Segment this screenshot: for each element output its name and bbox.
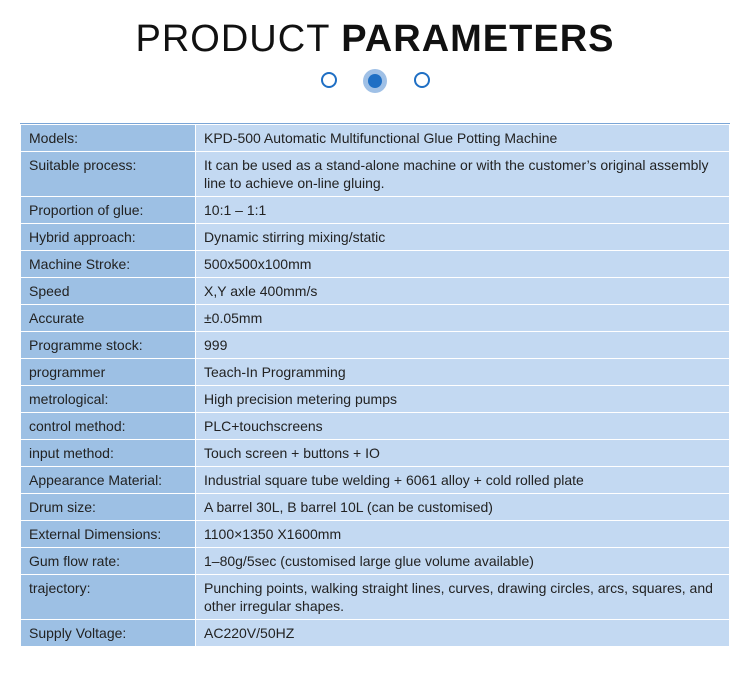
- table-row: [21, 440, 730, 467]
- param-value: 1–80g/5sec (customised large glue volume available): [196, 548, 730, 575]
- param-value: A barrel 30L, B barrel 10L (can be customised): [196, 494, 730, 521]
- param-label: control method:: [21, 413, 196, 440]
- parameters-table: [20, 124, 730, 647]
- table-row: [21, 521, 730, 548]
- param-value: Industrial square tube welding + 6061 alloy + cold rolled plate: [196, 467, 730, 494]
- table-row: [21, 548, 730, 575]
- table-row: [21, 125, 730, 152]
- param-label: trajectory:: [21, 575, 196, 620]
- table-row: [21, 152, 730, 197]
- param-value: 500x500x100mm: [196, 251, 730, 278]
- param-label: Supply Voltage:: [21, 620, 196, 647]
- param-value: 999: [196, 332, 730, 359]
- param-label: Machine Stroke:: [21, 251, 196, 278]
- param-label: input method:: [21, 440, 196, 467]
- table-row: [21, 332, 730, 359]
- param-label: External Dimensions:: [21, 521, 196, 548]
- table-row: [21, 467, 730, 494]
- param-label: Proportion of glue:: [21, 197, 196, 224]
- param-label: metrological:: [21, 386, 196, 413]
- param-label: Drum size:: [21, 494, 196, 521]
- page-title-light: PRODUCT: [135, 18, 330, 60]
- param-value: 10:1 – 1:1: [196, 197, 730, 224]
- table-row: [21, 197, 730, 224]
- param-value: Touch screen + buttons + IO: [196, 440, 730, 467]
- table-row: [21, 224, 730, 251]
- param-label: Hybrid approach:: [21, 224, 196, 251]
- param-value: 1100×1350 X1600mm: [196, 521, 730, 548]
- table-row: [21, 251, 730, 278]
- param-value: Punching points, walking straight lines, curves, drawing circles, arcs, squares, and other irregular shapes.: [196, 575, 730, 620]
- param-value: AC220V/50HZ: [196, 620, 730, 647]
- table-row: [21, 413, 730, 440]
- param-value: High precision metering pumps: [196, 386, 730, 413]
- table-row: [21, 359, 730, 386]
- param-label: programmer: [21, 359, 196, 386]
- carousel-dot-2-active[interactable]: [363, 69, 387, 93]
- param-value: Dynamic stirring mixing/static: [196, 224, 730, 251]
- param-label: Speed: [21, 278, 196, 305]
- param-value: PLC+touchscreens: [196, 413, 730, 440]
- param-value: KPD-500 Automatic Multifunctional Glue Potting Machine: [196, 125, 730, 152]
- carousel-dot-1[interactable]: [321, 72, 337, 88]
- param-value: ±0.05mm: [196, 305, 730, 332]
- table-row: [21, 620, 730, 647]
- table-row: [21, 494, 730, 521]
- page-title-bold: PARAMETERS: [341, 18, 615, 60]
- param-label: Models:: [21, 125, 196, 152]
- table-row: [21, 575, 730, 620]
- param-label: Suitable process:: [21, 152, 196, 197]
- param-value: Teach-In Programming: [196, 359, 730, 386]
- param-label: Programme stock:: [21, 332, 196, 359]
- param-label: Accurate: [21, 305, 196, 332]
- page-title: [0, 18, 750, 61]
- param-label: Gum flow rate:: [21, 548, 196, 575]
- carousel-indicators: [0, 69, 750, 93]
- table-row: [21, 305, 730, 332]
- param-value: X,Y axle 400mm/s: [196, 278, 730, 305]
- param-label: Appearance Material:: [21, 467, 196, 494]
- carousel-dot-3[interactable]: [414, 72, 430, 88]
- table-row: [21, 278, 730, 305]
- param-value: It can be used as a stand-alone machine or with the customer’s original assembly line to achieve on-line gluing.: [196, 152, 730, 197]
- table-row: [21, 386, 730, 413]
